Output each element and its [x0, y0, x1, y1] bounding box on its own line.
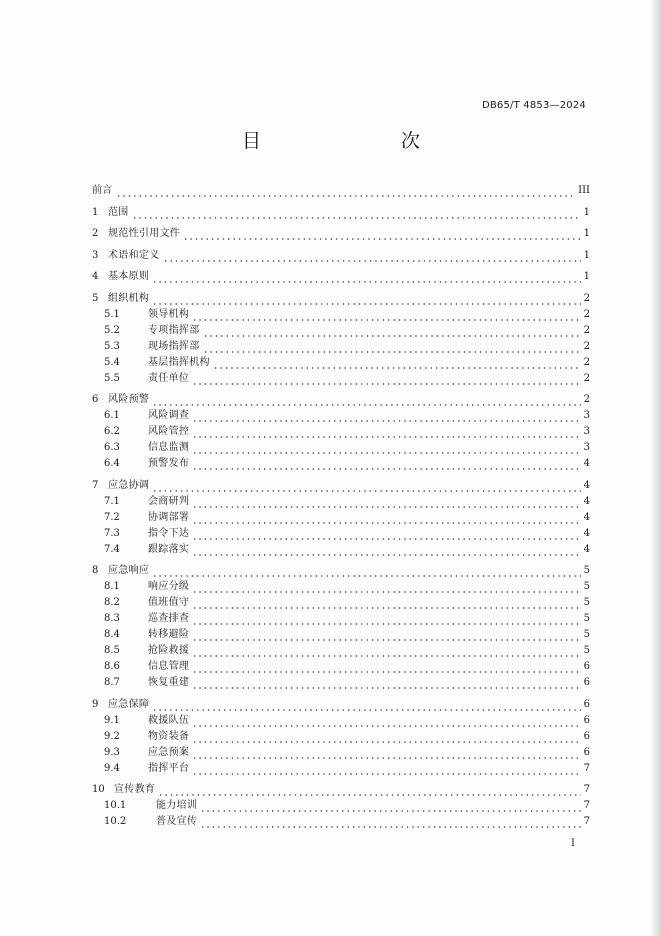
toc-dot-leader: [192, 542, 580, 558]
toc-entry[interactable]: [92, 424, 590, 440]
toc-entry[interactable]: [92, 627, 590, 643]
toc-entry[interactable]: [92, 226, 590, 242]
toc-entry-label: 范围: [108, 206, 129, 218]
toc-entry-page: 7: [583, 816, 590, 827]
toc-entry-label: 信息监测: [148, 442, 190, 453]
toc-entry[interactable]: [92, 456, 590, 472]
toc-entry-label: 术语和定义: [108, 249, 160, 261]
toc-entry-number: 8.3: [104, 613, 120, 624]
toc-entry-label: 转移避险: [148, 629, 190, 640]
toc-entry-label: 指挥平台: [148, 762, 190, 774]
toc-entry-label: 能力培训: [156, 800, 198, 811]
toc-entry-number: 7.1: [104, 495, 120, 507]
toc-entry-page: 4: [583, 495, 590, 507]
toc-dot-leader: [192, 424, 580, 440]
toc-entry-number: 7.4: [104, 543, 120, 555]
toc-entry-number: 7.3: [104, 527, 120, 539]
toc-entry-page: 3: [583, 410, 590, 421]
toc-entry-label: 应急协调: [108, 479, 150, 491]
toc-entry-page: 7: [583, 800, 590, 811]
toc-entry[interactable]: [92, 745, 590, 761]
toc-entry-number: 8.2: [104, 597, 120, 608]
toc-entry-number: 8.5: [104, 645, 120, 656]
toc-entry-number: 9.4: [104, 762, 120, 774]
toc-dot-leader: [192, 579, 580, 595]
toc-dot-leader: [192, 627, 580, 643]
toc-dot-leader: [213, 355, 581, 371]
toc-entry-page: 6: [583, 677, 590, 688]
toc-entry-number: 9.2: [104, 730, 120, 742]
toc-entry[interactable]: [92, 339, 590, 355]
toc-entry[interactable]: [92, 579, 590, 595]
toc-entry-label: 现场指挥部: [148, 340, 200, 352]
toc-dot-leader: [152, 563, 580, 579]
toc-entry-page: III: [578, 185, 590, 196]
toc-dot-leader: [203, 323, 581, 339]
toc-entry[interactable]: [92, 478, 590, 494]
toc-entry-page: 6: [583, 730, 590, 742]
toc-entry[interactable]: [92, 307, 590, 323]
toc-entry-page: 3: [583, 426, 590, 437]
toc-entry-label: 领导机构: [148, 308, 190, 320]
toc-entry-number: 5: [92, 292, 99, 304]
toc-entry-number: 6.3: [104, 442, 120, 453]
page-title: 目 次: [241, 130, 454, 152]
toc-entry-label: 应急响应: [108, 565, 150, 576]
toc-entry[interactable]: [92, 798, 590, 814]
toc-entry-number: 3: [92, 249, 99, 261]
toc-entry-number: 4: [92, 271, 99, 282]
toc-entry[interactable]: [92, 510, 590, 526]
toc-dot-leader: [192, 526, 580, 542]
toc-dot-leader: [158, 782, 580, 798]
toc-entry[interactable]: [92, 611, 590, 627]
toc-entry-label: 协调部署: [148, 511, 190, 523]
toc-entry-number: 6: [92, 394, 99, 405]
toc-entry-number: 9.3: [104, 746, 120, 758]
toc-entry-label: 基本原则: [108, 271, 150, 282]
toc-entry-label: 恢复重建: [148, 677, 190, 688]
toc-entry-page: 6: [583, 746, 590, 758]
toc-entry-label: 风险预警: [108, 394, 150, 405]
toc-dot-leader: [192, 595, 580, 611]
toc-entry-number: 2: [92, 228, 99, 239]
toc-entry-page: 5: [583, 565, 590, 576]
toc-entry-label: 应急预案: [148, 746, 190, 758]
toc-entry-number: 6.1: [104, 410, 120, 421]
toc-entry-label: 响应分级: [148, 581, 190, 592]
toc-entry-number: 10.1: [104, 800, 127, 811]
toc-entry-number: 7: [92, 479, 99, 491]
toc-entry-label: 风险调查: [148, 410, 190, 421]
toc-entry-label: 跟踪落实: [148, 543, 190, 555]
toc-entry-number: 6.2: [104, 426, 120, 437]
toc-dot-leader: [192, 510, 580, 526]
toc-dot-leader: [192, 729, 580, 745]
toc-entry[interactable]: [92, 697, 590, 713]
toc-dot-leader: [163, 248, 581, 264]
toc-entry-number: 8.1: [104, 581, 120, 592]
toc-entry-page: 4: [583, 527, 590, 539]
toc-entry-number: 5.5: [104, 372, 120, 384]
toc-entry-page: 7: [583, 784, 590, 795]
toc-entry[interactable]: [92, 643, 590, 659]
toc-entry[interactable]: [92, 269, 590, 285]
toc-entry-number: 8.4: [104, 629, 120, 640]
toc-dot-leader: [192, 494, 580, 510]
toc-entry-number: 8: [92, 565, 99, 576]
toc-entry[interactable]: [92, 526, 590, 542]
toc-entry-label: 预警发布: [148, 458, 190, 469]
toc-dot-leader: [152, 697, 580, 713]
toc-entry[interactable]: [92, 675, 590, 691]
toc-entry-number: 5.2: [104, 324, 120, 336]
toc-entry-page: 6: [583, 698, 590, 710]
toc-dot-leader: [192, 643, 580, 659]
toc-entry[interactable]: [92, 183, 590, 199]
toc-entry-number: 5.3: [104, 340, 120, 352]
toc-entry-page: 5: [583, 581, 590, 592]
toc-dot-leader: [132, 205, 581, 221]
toc-dot-leader: [192, 440, 580, 456]
toc-entry-number: 5.4: [104, 356, 120, 368]
toc-entry-label: 物资装备: [148, 730, 190, 742]
toc-entry[interactable]: [92, 761, 590, 777]
toc-entry-label: 救援队伍: [148, 714, 190, 726]
toc-entry[interactable]: [92, 323, 590, 339]
toc-entry-label: 专项指挥部: [148, 324, 200, 336]
toc-entry[interactable]: [92, 440, 590, 456]
toc-entry-page: 2: [583, 308, 590, 320]
toc-dot-leader: [192, 761, 580, 777]
toc-entry[interactable]: [92, 542, 590, 558]
toc-entry-number: 8.7: [104, 677, 120, 688]
toc-entry-label: 普及宣传: [156, 816, 198, 827]
toc-entry-label: 责任单位: [148, 372, 190, 384]
toc-entry-page: 1: [583, 249, 590, 261]
toc-entry-page: 1: [583, 271, 590, 282]
toc-entry[interactable]: [92, 713, 590, 729]
toc-entry-page: 5: [583, 629, 590, 640]
toc-entry[interactable]: [92, 355, 590, 371]
toc-entry-number: 9: [92, 698, 99, 710]
toc-entry[interactable]: [92, 782, 590, 798]
toc-dot-leader: [152, 269, 580, 285]
toc-entry-label: 风险管控: [148, 426, 190, 437]
toc-entry-page: 6: [583, 661, 590, 672]
toc-entry-page: 4: [583, 479, 590, 491]
toc-dot-leader: [200, 798, 580, 814]
toc-entry-label: 巡查排查: [148, 613, 190, 624]
toc-entry[interactable]: [92, 595, 590, 611]
toc-entry-label: 会商研判: [148, 495, 190, 507]
toc-dot-leader: [192, 745, 580, 761]
toc-entry-label: 指令下达: [148, 527, 190, 539]
toc-entry-page: 5: [583, 613, 590, 624]
toc-entry-page: 2: [583, 394, 590, 405]
toc-entry-page: 1: [583, 228, 590, 239]
toc-entry-number: 8.6: [104, 661, 120, 672]
toc-entry-page: 2: [583, 372, 590, 384]
document-code: DB65/T 4853—2024: [481, 100, 586, 111]
toc-entry[interactable]: [92, 371, 590, 387]
toc-entry-page: 2: [583, 340, 590, 352]
table-of-contents: [92, 183, 590, 830]
toc-dot-leader: [192, 611, 580, 627]
toc-dot-leader: [192, 675, 580, 691]
toc-entry-number: 10.2: [104, 816, 127, 827]
toc-entry[interactable]: [92, 563, 590, 579]
toc-dot-leader: [192, 307, 580, 323]
toc-dot-leader: [192, 371, 580, 387]
toc-dot-leader: [183, 226, 581, 242]
toc-entry[interactable]: [92, 291, 590, 307]
toc-dot-leader: [116, 183, 576, 199]
toc-entry-number: 7.2: [104, 511, 120, 523]
toc-entry[interactable]: [92, 659, 590, 675]
toc-entry[interactable]: [92, 494, 590, 510]
toc-entry-label: 抢险救援: [148, 645, 190, 656]
toc-dot-leader: [152, 478, 580, 494]
toc-entry-number: 10: [92, 784, 105, 795]
toc-dot-leader: [192, 456, 580, 472]
toc-entry-page: 6: [583, 714, 590, 726]
toc-entry-page: 2: [583, 356, 590, 368]
toc-entry-page: 7: [583, 762, 590, 774]
toc-entry-label: 信息管理: [148, 661, 190, 672]
toc-entry[interactable]: [92, 814, 590, 830]
toc-dot-leader: [203, 339, 581, 355]
toc-dot-leader: [192, 408, 580, 424]
toc-entry-label: 基层指挥机构: [148, 356, 210, 368]
toc-entry-page: 5: [583, 645, 590, 656]
toc-entry[interactable]: [92, 205, 590, 221]
toc-dot-leader: [192, 659, 580, 675]
toc-entry[interactable]: [92, 729, 590, 745]
toc-entry-page: 2: [583, 324, 590, 336]
toc-entry[interactable]: [92, 392, 590, 408]
toc-dot-leader: [200, 814, 580, 830]
toc-entry-label: 应急保障: [108, 698, 150, 710]
toc-entry-page: 3: [583, 442, 590, 453]
toc-entry-page: 4: [583, 543, 590, 555]
toc-entry-label: 规范性引用文件: [108, 228, 181, 239]
toc-entry-label: 前言: [92, 185, 113, 196]
toc-dot-leader: [152, 392, 580, 408]
toc-entry-page: 5: [583, 597, 590, 608]
toc-entry-number: 1: [92, 206, 99, 218]
toc-entry-label: 宣传教育: [114, 784, 156, 795]
toc-entry-number: 9.1: [104, 714, 120, 726]
toc-dot-leader: [192, 713, 580, 729]
toc-entry-number: 5.1: [104, 308, 120, 320]
toc-entry[interactable]: [92, 408, 590, 424]
toc-entry-label: 组织机构: [108, 292, 150, 304]
toc-entry-page: 4: [583, 511, 590, 523]
toc-dot-leader: [152, 291, 580, 307]
toc-entry[interactable]: [92, 248, 590, 264]
toc-entry-number: 6.4: [104, 458, 120, 469]
toc-entry-page: 1: [583, 206, 590, 218]
toc-entry-page: 2: [583, 292, 590, 304]
toc-entry-label: 值班值守: [148, 597, 190, 608]
page-number: I: [571, 838, 575, 849]
toc-entry-page: 4: [583, 458, 590, 469]
